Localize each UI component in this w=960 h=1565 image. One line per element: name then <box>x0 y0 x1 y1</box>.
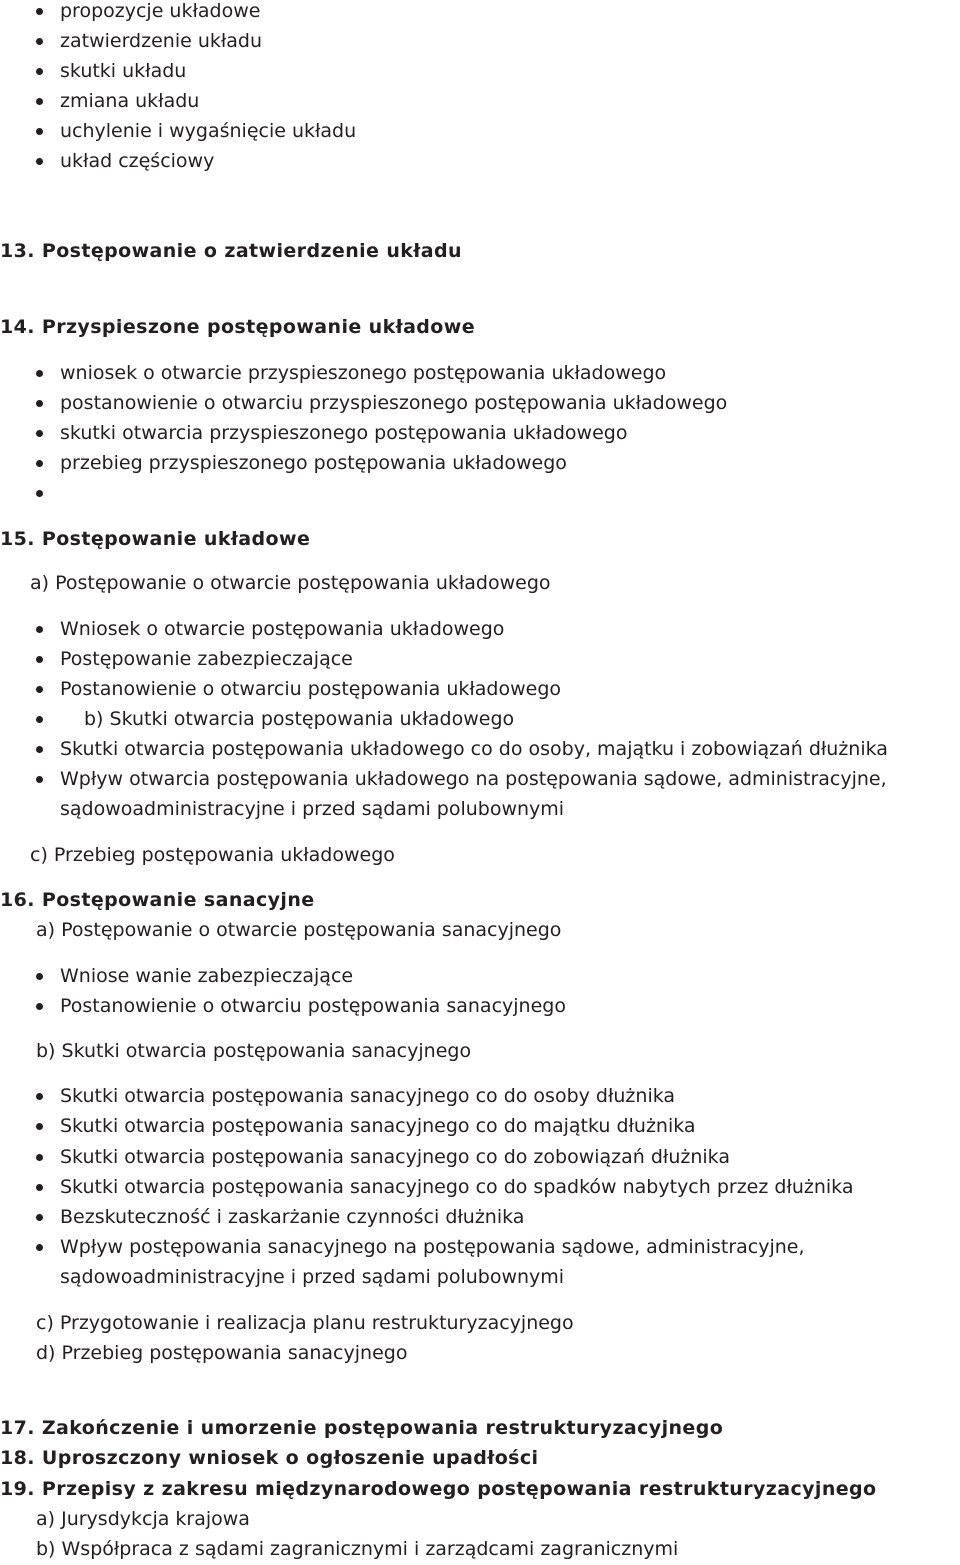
list-item: Wniosek o otwarcie postępowania układowego <box>60 618 505 640</box>
list-item: Postanowienie o otwarciu postępowania układowego <box>60 678 562 700</box>
section-heading-16: 16. Postępowanie sanacyjne <box>0 889 315 911</box>
list-item: Wpływ otwarcia postępowania układowego na postępowania sądowe, administracyjne, <box>60 768 887 790</box>
section-heading-14: 14. Przyspieszone postępowanie układowe <box>0 316 475 338</box>
subsection-heading: d) Przebieg postępowania sanacyjnego <box>36 1342 408 1364</box>
list-item: Wpływ postępowania sanacyjnego na postępowania sądowe, administracyjne, <box>60 1236 805 1258</box>
subsection-heading: b) Współpraca z sądami zagranicznymi i zarządcami zagranicznymi <box>36 1538 679 1560</box>
list-item: skutki układu <box>60 60 187 82</box>
list-item: Bezskuteczność i zaskarżanie czynności dłużnika <box>60 1206 525 1228</box>
list-item: wniosek o otwarcie przyspieszonego postępowania układowego <box>60 362 667 384</box>
list-item-continuation: sądowoadministracyjne i przed sądami polubownymi <box>60 798 565 820</box>
list-item: przebieg przyspieszonego postępowania układowego <box>60 452 567 474</box>
list-item: Postępowanie zabezpieczające <box>60 648 353 670</box>
subsection-heading: a) Postępowanie o otwarcie postępowania sanacyjnego <box>36 919 562 941</box>
subsection-heading: c) Przebieg postępowania układowego <box>30 844 395 866</box>
list-item: zatwierdzenie układu <box>60 30 263 52</box>
list-item: Skutki otwarcia postępowania sanacyjnego co do osoby dłużnika <box>60 1085 676 1107</box>
list-item: Skutki otwarcia postępowania sanacyjnego co do spadków nabytych przez dłużnika <box>60 1176 854 1198</box>
list-item: skutki otwarcia przyspieszonego postępowania układowego <box>60 422 628 444</box>
section-heading-18: 18. Uproszczony wniosek o ogłoszenie upadłości <box>0 1447 539 1469</box>
list-item: Skutki otwarcia postępowania sanacyjnego co do majątku dłużnika <box>60 1115 696 1137</box>
list-item: propozycje układowe <box>60 0 261 22</box>
subsection-heading: a) Postępowanie o otwarcie postępowania układowego <box>30 572 551 594</box>
section-heading-17: 17. Zakończenie i umorzenie postępowania restrukturyzacyjnego <box>0 1417 724 1439</box>
section-heading-19: 19. Przepisy z zakresu międzynarodowego postępowania restrukturyzacyjnego <box>0 1478 877 1500</box>
list-item-text: b) Skutki otwarcia postępowania układowego <box>84 708 515 730</box>
section-heading-13: 13. Postępowanie o zatwierdzenie układu <box>0 240 462 262</box>
subsection-heading: c) Przygotowanie i realizacja planu restrukturyzacyjnego <box>36 1312 574 1334</box>
list-item: Skutki otwarcia postępowania układowego co do osoby, majątku i zobowiązań dłużnika <box>60 738 888 760</box>
subsection-heading: b) Skutki otwarcia postępowania sanacyjnego <box>36 1040 472 1062</box>
list-item: Wniose wanie zabezpieczające <box>60 965 354 987</box>
list-item: Skutki otwarcia postępowania sanacyjnego co do zobowiązań dłużnika <box>60 1146 730 1168</box>
subsection-heading: a) Jurysdykcja krajowa <box>36 1508 250 1530</box>
list-item: zmiana układu <box>60 90 200 112</box>
section-heading-15: 15. Postępowanie układowe <box>0 528 311 550</box>
list-item-continuation: sądowoadministracyjne i przed sądami polubownymi <box>60 1266 565 1288</box>
list-item: uchylenie i wygaśnięcie układu <box>60 120 357 142</box>
list-item: układ częściowy <box>60 150 215 172</box>
list-item <box>60 706 515 732</box>
list-item: postanowienie o otwarciu przyspieszonego postępowania układowego <box>60 392 728 414</box>
list-item: Postanowienie o otwarciu postępowania sanacyjnego <box>60 995 566 1017</box>
